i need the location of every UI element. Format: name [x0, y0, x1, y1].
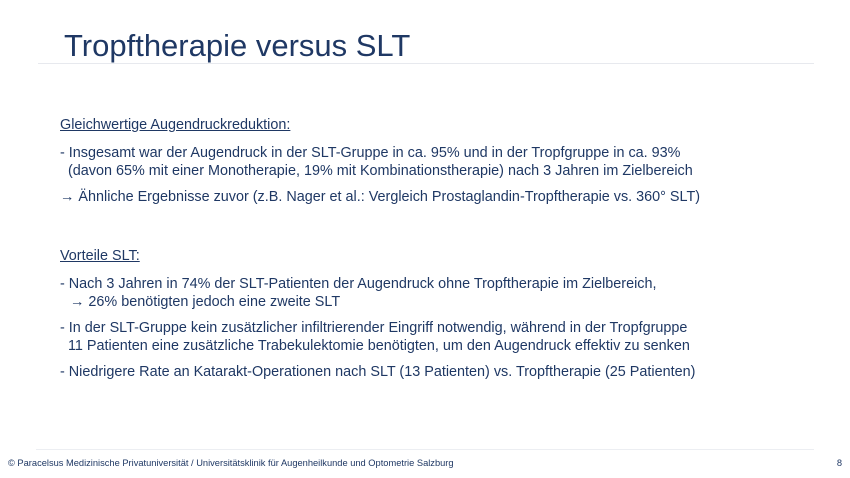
section-slt-advantages [60, 247, 820, 381]
slide-title: Tropftherapie versus SLT [64, 28, 411, 63]
bullet-paragraph [60, 275, 820, 311]
section-equivalent-reduction [60, 116, 820, 206]
section-heading: Vorteile SLT: [60, 248, 140, 264]
bullet-paragraph [60, 319, 820, 355]
bullet-line: → Ähnliche Ergebnisse zuvor (z.B. Nager et al.: Vergleich Prostaglandin-Tropftherapie vs. 360° SLT) [60, 189, 701, 205]
bullet-line: - Insgesamt war der Augendruck in der SLT-Gruppe in ca. 95% und in der Tropfgruppe in ca. 93% [60, 145, 681, 161]
footer-copyright: © Paracelsus Medizinische Privatuniversität / Universitätsklinik für Augenheilkunde und Optometrie Salzburg [8, 458, 454, 468]
bullet-line: - Nach 3 Jahren in 74% der SLT-Patienten der Augendruck ohne Tropftherapie im Zielbereich, [60, 276, 657, 292]
bullet-line: → 26% benötigten jedoch eine zweite SLT [70, 294, 341, 310]
arrow-paragraph [60, 188, 820, 206]
bullet-paragraph [60, 363, 820, 381]
bullet-line: 11 Patienten eine zusätzliche Trabekulektomie benötigten, um den Augendruck effektiv zu senken [68, 338, 690, 354]
bullet-line: - Niedrigere Rate an Katarakt-Operationen nach SLT (13 Patienten) vs. Tropftherapie (25 Patienten) [60, 364, 696, 380]
section-spacer [60, 214, 820, 247]
page-number: 8 [836, 458, 842, 468]
bullet-line: - In der SLT-Gruppe kein zusätzlicher infiltrierender Eingriff notwendig, während in der Tropfgruppe [60, 320, 688, 336]
bullet-paragraph [60, 144, 820, 180]
slide-content [60, 116, 820, 389]
title-divider [38, 63, 814, 64]
section-heading: Gleichwertige Augendruckreduktion: [60, 117, 291, 133]
footer-divider [36, 449, 814, 450]
bullet-line: (davon 65% mit einer Monotherapie, 19% mit Kombinationstherapie) nach 3 Jahren im Zielbereich [68, 163, 693, 179]
